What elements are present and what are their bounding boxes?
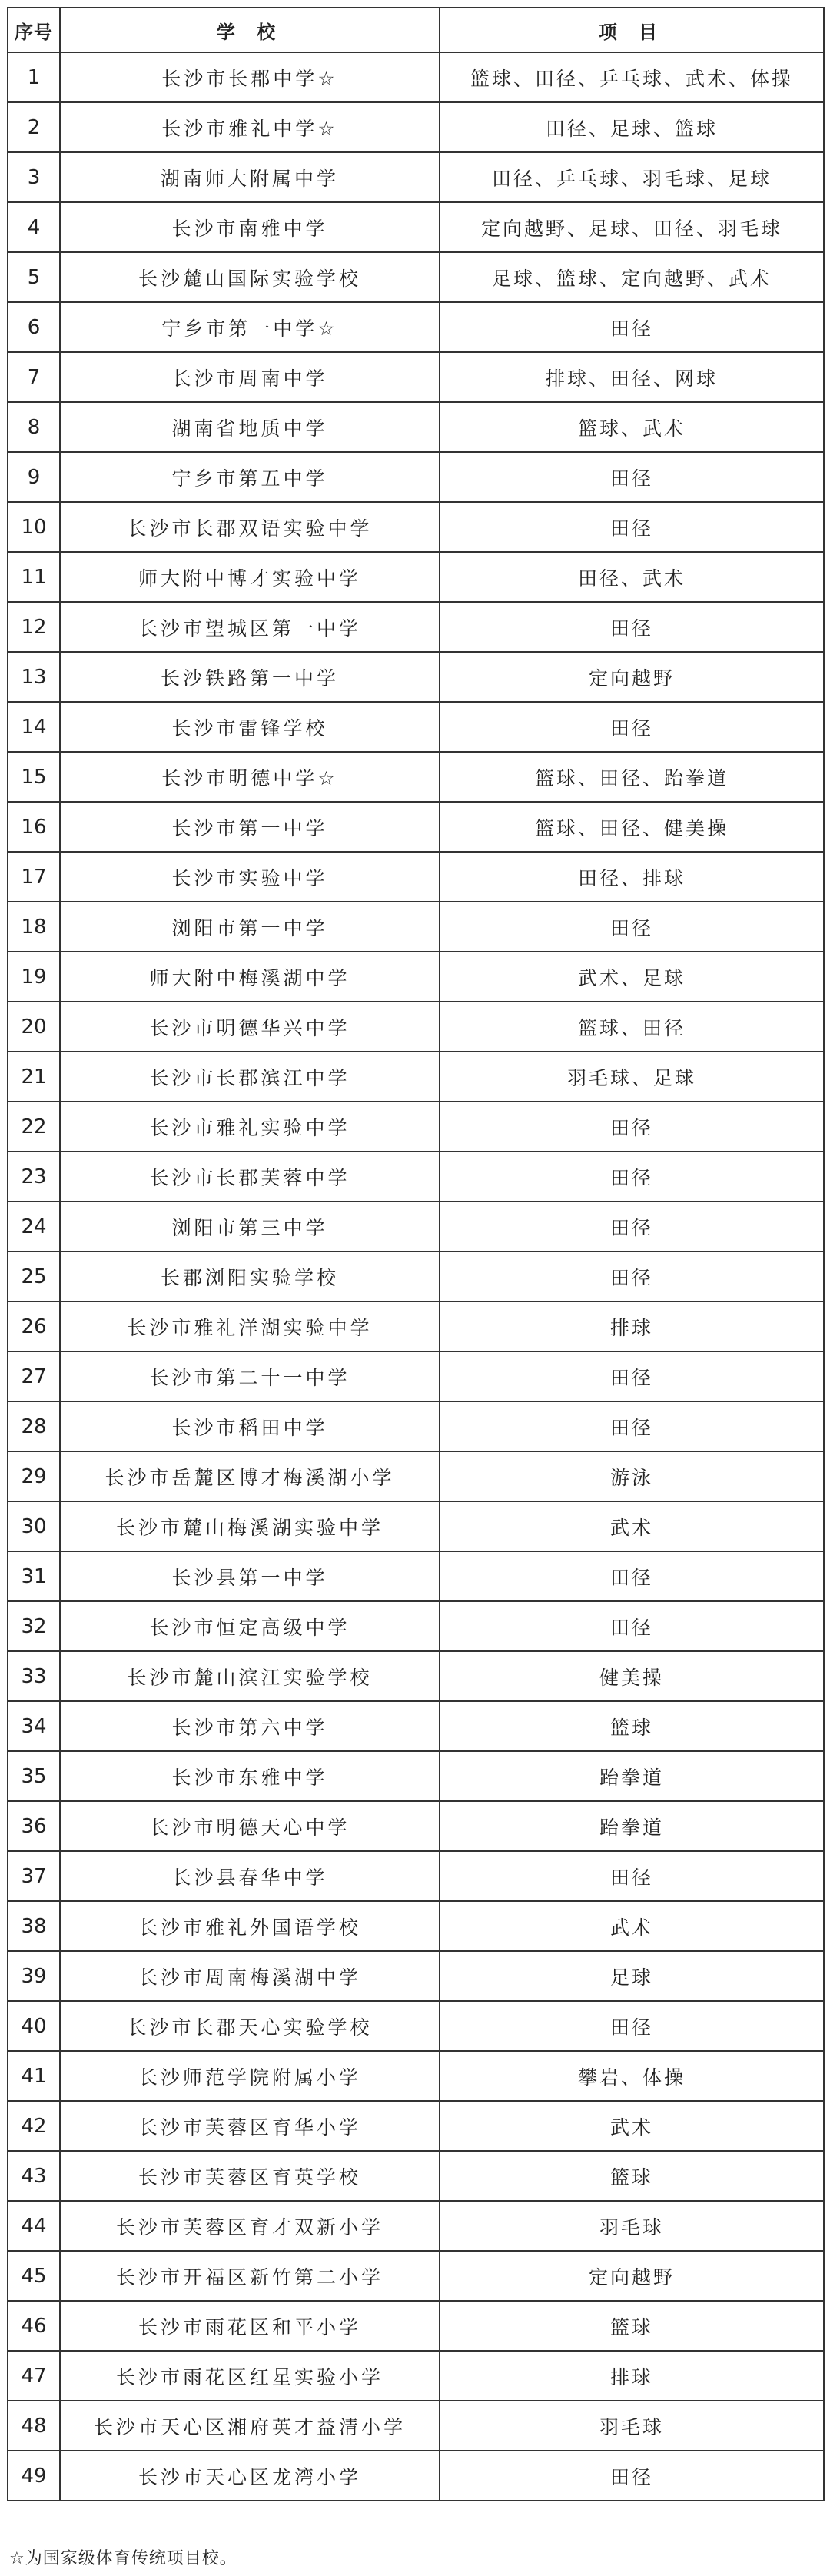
row-school-name: 长沙市第六中学 <box>60 1701 440 1751</box>
schools-table-container <box>7 7 823 2501</box>
row-school-name: 长沙市周南中学 <box>60 352 440 402</box>
row-serial-number: 35 <box>8 1751 60 1801</box>
table-row <box>8 452 824 502</box>
row-serial-number: 3 <box>8 152 60 202</box>
row-school-name: 长沙市雅礼洋湖实验中学 <box>60 1301 440 1351</box>
row-school-name: 长沙市雷锋学校 <box>60 702 440 752</box>
row-projects: 田径、乒乓球、羽毛球、足球 <box>440 152 824 202</box>
row-school-name: 长沙市第二十一中学 <box>60 1351 440 1401</box>
row-serial-number: 23 <box>8 1152 60 1202</box>
row-projects: 武术 <box>440 1901 824 1951</box>
row-serial-number: 7 <box>8 352 60 402</box>
row-projects: 田径 <box>440 902 824 952</box>
table-row <box>8 2351 824 2401</box>
row-projects: 田径 <box>440 1202 824 1251</box>
row-school-name: 长沙市长郡芙蓉中学 <box>60 1152 440 1202</box>
row-projects: 田径 <box>440 302 824 352</box>
row-projects: 篮球 <box>440 2301 824 2351</box>
row-projects: 田径 <box>440 452 824 502</box>
table-row <box>8 2451 824 2501</box>
row-school-name: 长沙市开福区新竹第二小学 <box>60 2251 440 2301</box>
schools-table <box>7 7 825 2501</box>
row-projects: 田径 <box>440 502 824 552</box>
row-serial-number: 29 <box>8 1451 60 1501</box>
table-row <box>8 1751 824 1801</box>
row-school-name: 湖南省地质中学 <box>60 402 440 452</box>
row-serial-number: 17 <box>8 852 60 902</box>
row-serial-number: 36 <box>8 1801 60 1851</box>
table-row <box>8 602 824 652</box>
row-serial-number: 1 <box>8 52 60 102</box>
row-projects: 田径 <box>440 1601 824 1651</box>
row-school-name: 长沙市岳麓区博才梅溪湖小学 <box>60 1451 440 1501</box>
row-school-name: 长沙市长郡中学☆ <box>60 52 440 102</box>
table-row <box>8 1351 824 1401</box>
row-serial-number: 12 <box>8 602 60 652</box>
row-serial-number: 13 <box>8 652 60 702</box>
row-projects: 田径 <box>440 1551 824 1601</box>
row-serial-number: 31 <box>8 1551 60 1601</box>
row-school-name: 长沙县春华中学 <box>60 1851 440 1901</box>
row-school-name: 长沙铁路第一中学 <box>60 652 440 702</box>
table-row <box>8 2201 824 2251</box>
row-school-name: 宁乡市第五中学 <box>60 452 440 502</box>
row-serial-number: 48 <box>8 2401 60 2451</box>
row-projects: 健美操 <box>440 1651 824 1701</box>
row-serial-number: 16 <box>8 802 60 852</box>
row-serial-number: 37 <box>8 1851 60 1901</box>
row-school-name: 长沙市雅礼实验中学 <box>60 1102 440 1152</box>
row-projects: 田径 <box>440 2451 824 2501</box>
table-row <box>8 1651 824 1701</box>
row-projects: 田径、足球、篮球 <box>440 102 824 152</box>
row-serial-number: 18 <box>8 902 60 952</box>
table-row <box>8 402 824 452</box>
table-row <box>8 2051 824 2101</box>
row-projects: 篮球、田径、健美操 <box>440 802 824 852</box>
row-serial-number: 24 <box>8 1202 60 1251</box>
header-serial-number: 序号 <box>8 8 60 52</box>
table-row <box>8 1251 824 1301</box>
row-school-name: 宁乡市第一中学☆ <box>60 302 440 352</box>
table-row <box>8 1501 824 1551</box>
row-school-name: 长沙县第一中学 <box>60 1551 440 1601</box>
table-row <box>8 1601 824 1651</box>
row-projects: 田径 <box>440 1401 824 1451</box>
table-row <box>8 1202 824 1251</box>
row-serial-number: 15 <box>8 752 60 802</box>
row-projects: 田径 <box>440 1351 824 1401</box>
table-row <box>8 702 824 752</box>
table-row <box>8 1002 824 1052</box>
table-row <box>8 152 824 202</box>
row-serial-number: 21 <box>8 1052 60 1102</box>
row-school-name: 长郡浏阳实验学校 <box>60 1251 440 1301</box>
row-serial-number: 46 <box>8 2301 60 2351</box>
row-serial-number: 32 <box>8 1601 60 1651</box>
row-serial-number: 2 <box>8 102 60 152</box>
footnote: ☆为国家级体育传统项目校。 <box>9 2549 237 2568</box>
table-row <box>8 2251 824 2301</box>
table-row <box>8 1152 824 1202</box>
table-row <box>8 2101 824 2151</box>
row-school-name: 浏阳市第三中学 <box>60 1202 440 1251</box>
row-school-name: 长沙市周南梅溪湖中学 <box>60 1951 440 2001</box>
row-projects: 田径、排球 <box>440 852 824 902</box>
row-school-name: 长沙市芙蓉区育华小学 <box>60 2101 440 2151</box>
row-serial-number: 33 <box>8 1651 60 1701</box>
table-row <box>8 952 824 1002</box>
row-serial-number: 26 <box>8 1301 60 1351</box>
table-row <box>8 252 824 302</box>
row-serial-number: 19 <box>8 952 60 1002</box>
row-projects: 足球 <box>440 1951 824 2001</box>
row-school-name: 浏阳市第一中学 <box>60 902 440 952</box>
table-row <box>8 902 824 952</box>
table-row <box>8 752 824 802</box>
row-projects: 篮球 <box>440 1701 824 1751</box>
row-school-name: 长沙市明德中学☆ <box>60 752 440 802</box>
row-projects: 田径 <box>440 1851 824 1901</box>
table-row <box>8 1052 824 1102</box>
header-school: 学 校 <box>60 8 440 52</box>
row-school-name: 长沙市明德天心中学 <box>60 1801 440 1851</box>
row-school-name: 长沙市雅礼外国语学校 <box>60 1901 440 1951</box>
row-serial-number: 38 <box>8 1901 60 1951</box>
row-projects: 田径、武术 <box>440 552 824 602</box>
row-serial-number: 42 <box>8 2101 60 2151</box>
row-school-name: 长沙市实验中学 <box>60 852 440 902</box>
row-serial-number: 20 <box>8 1002 60 1052</box>
row-school-name: 长沙市南雅中学 <box>60 202 440 252</box>
table-row <box>8 552 824 602</box>
row-serial-number: 8 <box>8 402 60 452</box>
table-row <box>8 302 824 352</box>
table-row <box>8 2401 824 2451</box>
row-serial-number: 43 <box>8 2151 60 2201</box>
row-school-name: 长沙市东雅中学 <box>60 1751 440 1801</box>
row-serial-number: 5 <box>8 252 60 302</box>
row-projects: 篮球、武术 <box>440 402 824 452</box>
row-school-name: 长沙市恒定高级中学 <box>60 1601 440 1651</box>
table-row <box>8 852 824 902</box>
row-school-name: 长沙市天心区湘府英才益清小学 <box>60 2401 440 2451</box>
table-row <box>8 1701 824 1751</box>
row-projects: 跆拳道 <box>440 1801 824 1851</box>
row-school-name: 长沙麓山国际实验学校 <box>60 252 440 302</box>
row-projects: 篮球、田径、乒乓球、武术、体操 <box>440 52 824 102</box>
row-school-name: 师大附中博才实验中学 <box>60 552 440 602</box>
row-serial-number: 22 <box>8 1102 60 1152</box>
row-projects: 攀岩、体操 <box>440 2051 824 2101</box>
table-row <box>8 802 824 852</box>
header-project: 项 目 <box>440 8 824 52</box>
table-row <box>8 502 824 552</box>
table-row <box>8 652 824 702</box>
row-serial-number: 27 <box>8 1351 60 1401</box>
row-projects: 定向越野、足球、田径、羽毛球 <box>440 202 824 252</box>
row-school-name: 师大附中梅溪湖中学 <box>60 952 440 1002</box>
row-serial-number: 25 <box>8 1251 60 1301</box>
row-serial-number: 10 <box>8 502 60 552</box>
row-projects: 武术 <box>440 2101 824 2151</box>
row-projects: 武术、足球 <box>440 952 824 1002</box>
row-projects: 定向越野 <box>440 652 824 702</box>
table-row <box>8 1951 824 2001</box>
row-school-name: 长沙市雨花区和平小学 <box>60 2301 440 2351</box>
row-serial-number: 11 <box>8 552 60 602</box>
row-projects: 排球 <box>440 1301 824 1351</box>
row-school-name: 长沙市雅礼中学☆ <box>60 102 440 152</box>
row-school-name: 长沙市长郡滨江中学 <box>60 1052 440 1102</box>
row-projects: 羽毛球 <box>440 2401 824 2451</box>
table-row <box>8 1102 824 1152</box>
row-projects: 篮球、田径 <box>440 1002 824 1052</box>
row-projects: 篮球、田径、跆拳道 <box>440 752 824 802</box>
table-row <box>8 1901 824 1951</box>
table-row <box>8 2301 824 2351</box>
row-projects: 田径 <box>440 2001 824 2051</box>
table-row <box>8 1801 824 1851</box>
row-school-name: 长沙市天心区龙湾小学 <box>60 2451 440 2501</box>
row-projects: 足球、篮球、定向越野、武术 <box>440 252 824 302</box>
table-row <box>8 52 824 102</box>
row-school-name: 长沙市芙蓉区育英学校 <box>60 2151 440 2201</box>
row-serial-number: 14 <box>8 702 60 752</box>
row-serial-number: 28 <box>8 1401 60 1451</box>
row-school-name: 长沙市望城区第一中学 <box>60 602 440 652</box>
row-serial-number: 41 <box>8 2051 60 2101</box>
row-projects: 跆拳道 <box>440 1751 824 1801</box>
row-serial-number: 30 <box>8 1501 60 1551</box>
table-row <box>8 352 824 402</box>
row-projects: 田径 <box>440 1251 824 1301</box>
row-serial-number: 39 <box>8 1951 60 2001</box>
table-row <box>8 1851 824 1901</box>
row-projects: 羽毛球 <box>440 2201 824 2251</box>
row-school-name: 长沙市稻田中学 <box>60 1401 440 1451</box>
row-serial-number: 44 <box>8 2201 60 2251</box>
row-school-name: 湖南师大附属中学 <box>60 152 440 202</box>
row-school-name: 长沙市长郡天心实验学校 <box>60 2001 440 2051</box>
row-projects: 羽毛球、足球 <box>440 1052 824 1102</box>
row-projects: 游泳 <box>440 1451 824 1501</box>
row-projects: 定向越野 <box>440 2251 824 2301</box>
row-serial-number: 9 <box>8 452 60 502</box>
row-serial-number: 49 <box>8 2451 60 2501</box>
row-projects: 排球 <box>440 2351 824 2401</box>
row-school-name: 长沙市麓山梅溪湖实验中学 <box>60 1501 440 1551</box>
row-school-name: 长沙市长郡双语实验中学 <box>60 502 440 552</box>
row-projects: 田径 <box>440 702 824 752</box>
row-serial-number: 45 <box>8 2251 60 2301</box>
row-serial-number: 4 <box>8 202 60 252</box>
row-school-name: 长沙市雨花区红星实验小学 <box>60 2351 440 2401</box>
table-row <box>8 2151 824 2201</box>
row-school-name: 长沙师范学院附属小学 <box>60 2051 440 2101</box>
row-serial-number: 6 <box>8 302 60 352</box>
row-projects: 田径 <box>440 602 824 652</box>
row-school-name: 长沙市麓山滨江实验学校 <box>60 1651 440 1701</box>
row-school-name: 长沙市芙蓉区育才双新小学 <box>60 2201 440 2251</box>
table-row <box>8 1301 824 1351</box>
table-row <box>8 1401 824 1451</box>
row-school-name: 长沙市第一中学 <box>60 802 440 852</box>
row-projects: 篮球 <box>440 2151 824 2201</box>
table-row <box>8 102 824 152</box>
row-projects: 排球、田径、网球 <box>440 352 824 402</box>
table-body <box>8 52 824 2501</box>
table-row <box>8 2001 824 2051</box>
table-row <box>8 202 824 252</box>
table-row <box>8 1451 824 1501</box>
row-serial-number: 34 <box>8 1701 60 1751</box>
row-school-name: 长沙市明德华兴中学 <box>60 1002 440 1052</box>
row-serial-number: 47 <box>8 2351 60 2401</box>
table-header-row <box>8 8 824 52</box>
row-projects: 田径 <box>440 1152 824 1202</box>
table-row <box>8 1551 824 1601</box>
row-serial-number: 40 <box>8 2001 60 2051</box>
row-projects: 武术 <box>440 1501 824 1551</box>
row-projects: 田径 <box>440 1102 824 1152</box>
